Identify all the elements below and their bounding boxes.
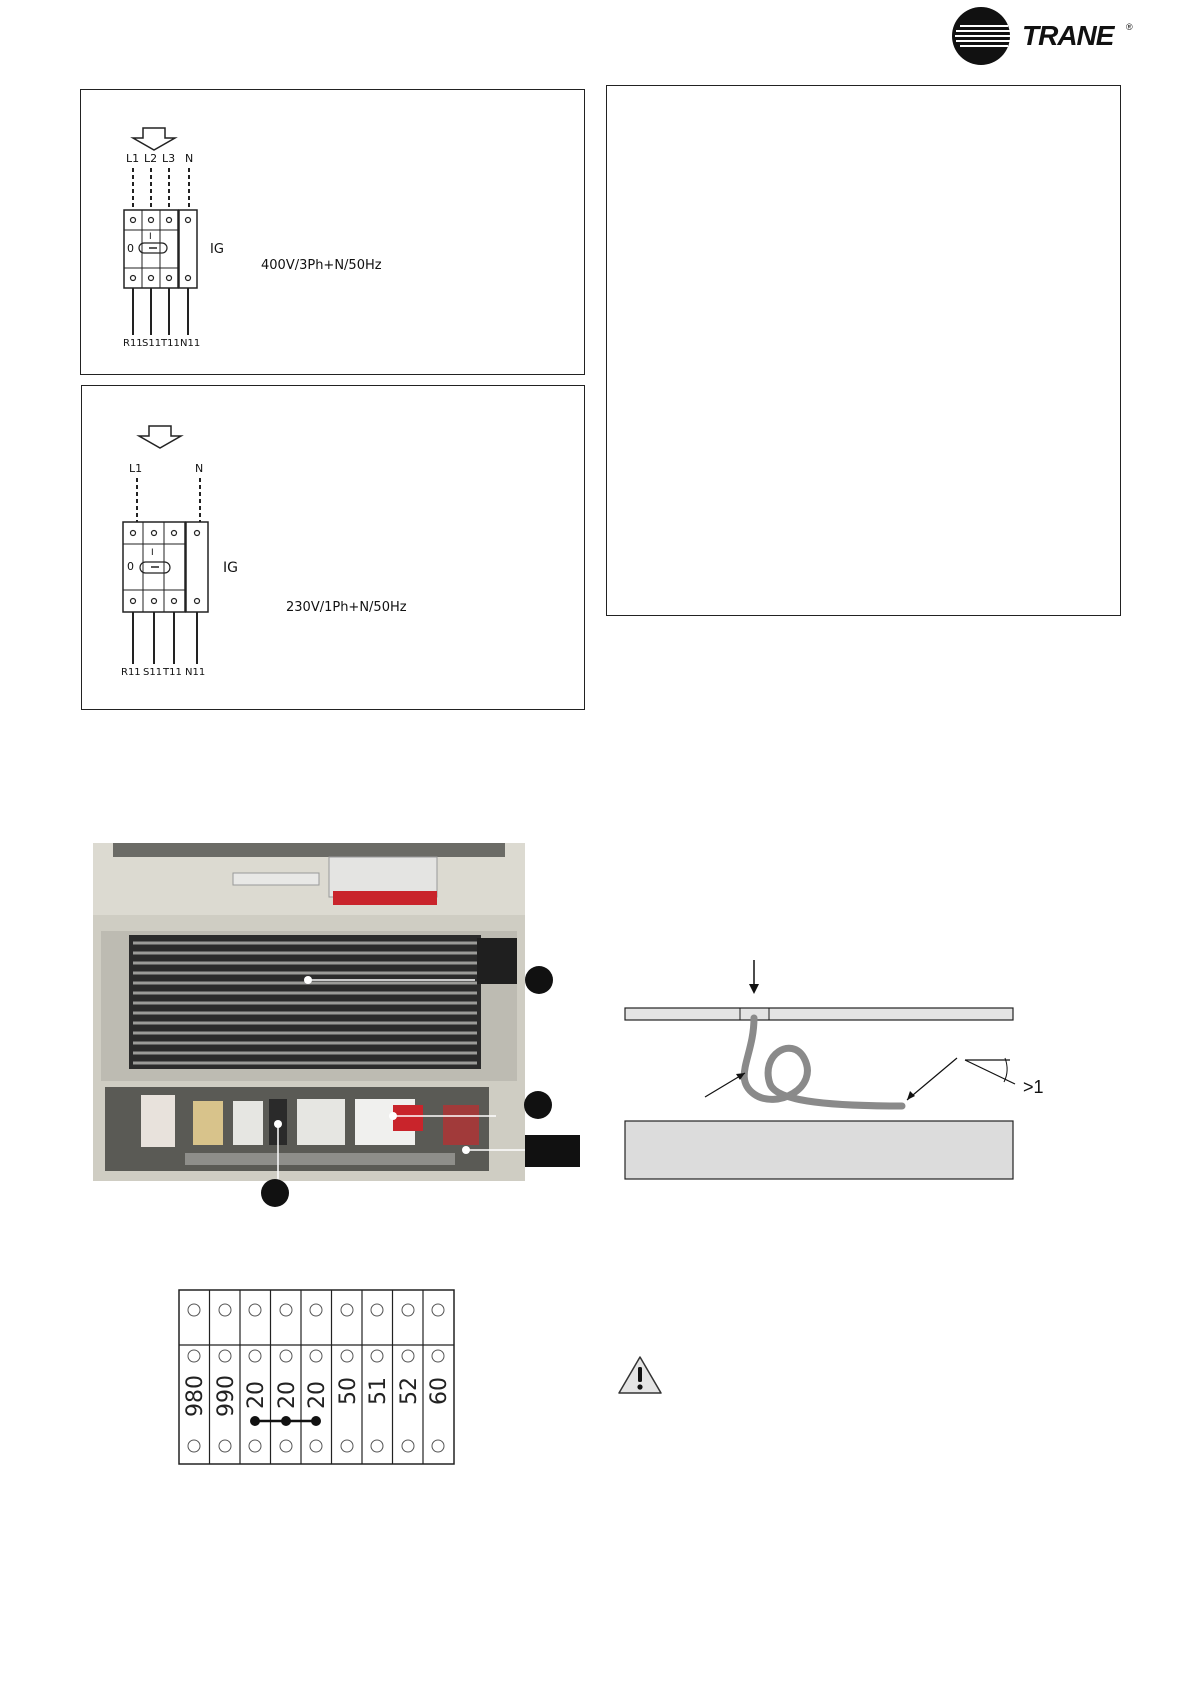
terminal-label-60: 60: [427, 1377, 452, 1405]
output-label-r11: R11: [121, 667, 141, 678]
phase-label-n: N: [185, 152, 194, 165]
callout-marker-4: [525, 1135, 580, 1167]
switch-off-label: 0: [127, 242, 134, 255]
device-label: IG: [210, 242, 224, 257]
wiring-diagram-3ph: [80, 89, 585, 375]
bridge-jumper: [250, 1416, 321, 1426]
output-label-t11: T11: [163, 667, 182, 678]
terminal-label-20b: 20: [275, 1381, 300, 1409]
device-label: IG: [223, 560, 238, 576]
terminal-label-20a: 20: [244, 1381, 269, 1409]
supply-arrow-icon: [133, 128, 175, 150]
phase-label-l1: L1: [129, 462, 143, 475]
drain-diagram-graphic: [620, 960, 1100, 1185]
output-label-n11: N11: [180, 338, 201, 349]
switch-off-label: 0: [127, 560, 134, 573]
output-label-t11: T11: [161, 338, 180, 349]
terminal-label-20c: 20: [305, 1381, 330, 1409]
phase-label-l2: L2: [144, 152, 158, 165]
output-label-n11: N11: [185, 667, 206, 678]
supply-arrow-icon: [139, 426, 181, 448]
trane-logo-icon: [950, 6, 1012, 66]
slope-label: >1: [1023, 1077, 1044, 1097]
wiring-diagram-1ph: [81, 385, 585, 710]
brand-name: TRANE: [1022, 20, 1114, 51]
output-label-r11: R11: [123, 338, 143, 349]
terminal-block-graphic: [178, 1289, 455, 1465]
output-label-s11: S11: [142, 338, 162, 349]
phase-label-l3: L3: [162, 152, 176, 165]
supply-voltage: 400V/3Ph+N/50Hz: [261, 258, 382, 273]
terminal-label-51: 51: [366, 1377, 391, 1405]
terminal-label-52: 52: [397, 1377, 422, 1405]
output-label-s11: S11: [143, 667, 163, 678]
callout-marker-1: [525, 966, 553, 994]
callout-marker-2: [524, 1091, 552, 1119]
terminal-block: [178, 1289, 455, 1465]
terminal-label-50: 50: [336, 1377, 361, 1405]
empty-frame: [606, 85, 1121, 616]
wiring-diagram-3ph-graphic: [81, 90, 586, 376]
terminal-label-980: 980: [183, 1375, 208, 1417]
callout-marker-3: [261, 1179, 289, 1207]
registered-mark: ®: [1126, 22, 1133, 32]
switch-on-label: I: [151, 548, 154, 558]
drain-arrow-icon: [749, 984, 759, 994]
phase-label-n: N: [195, 462, 204, 475]
switch-on-label: I: [149, 232, 152, 242]
warning-icon: [617, 1355, 663, 1395]
supply-voltage: 230V/1Ph+N/50Hz: [286, 600, 407, 615]
electrical-panel-graphic: [93, 843, 525, 1181]
electrical-panel-photo: [93, 843, 525, 1181]
phase-label-l1: L1: [126, 152, 140, 165]
trane-logo: [950, 6, 1140, 66]
terminal-label-990: 990: [214, 1375, 239, 1417]
drain-diagram: [620, 960, 1100, 1185]
wiring-diagram-1ph-graphic: [82, 386, 586, 711]
